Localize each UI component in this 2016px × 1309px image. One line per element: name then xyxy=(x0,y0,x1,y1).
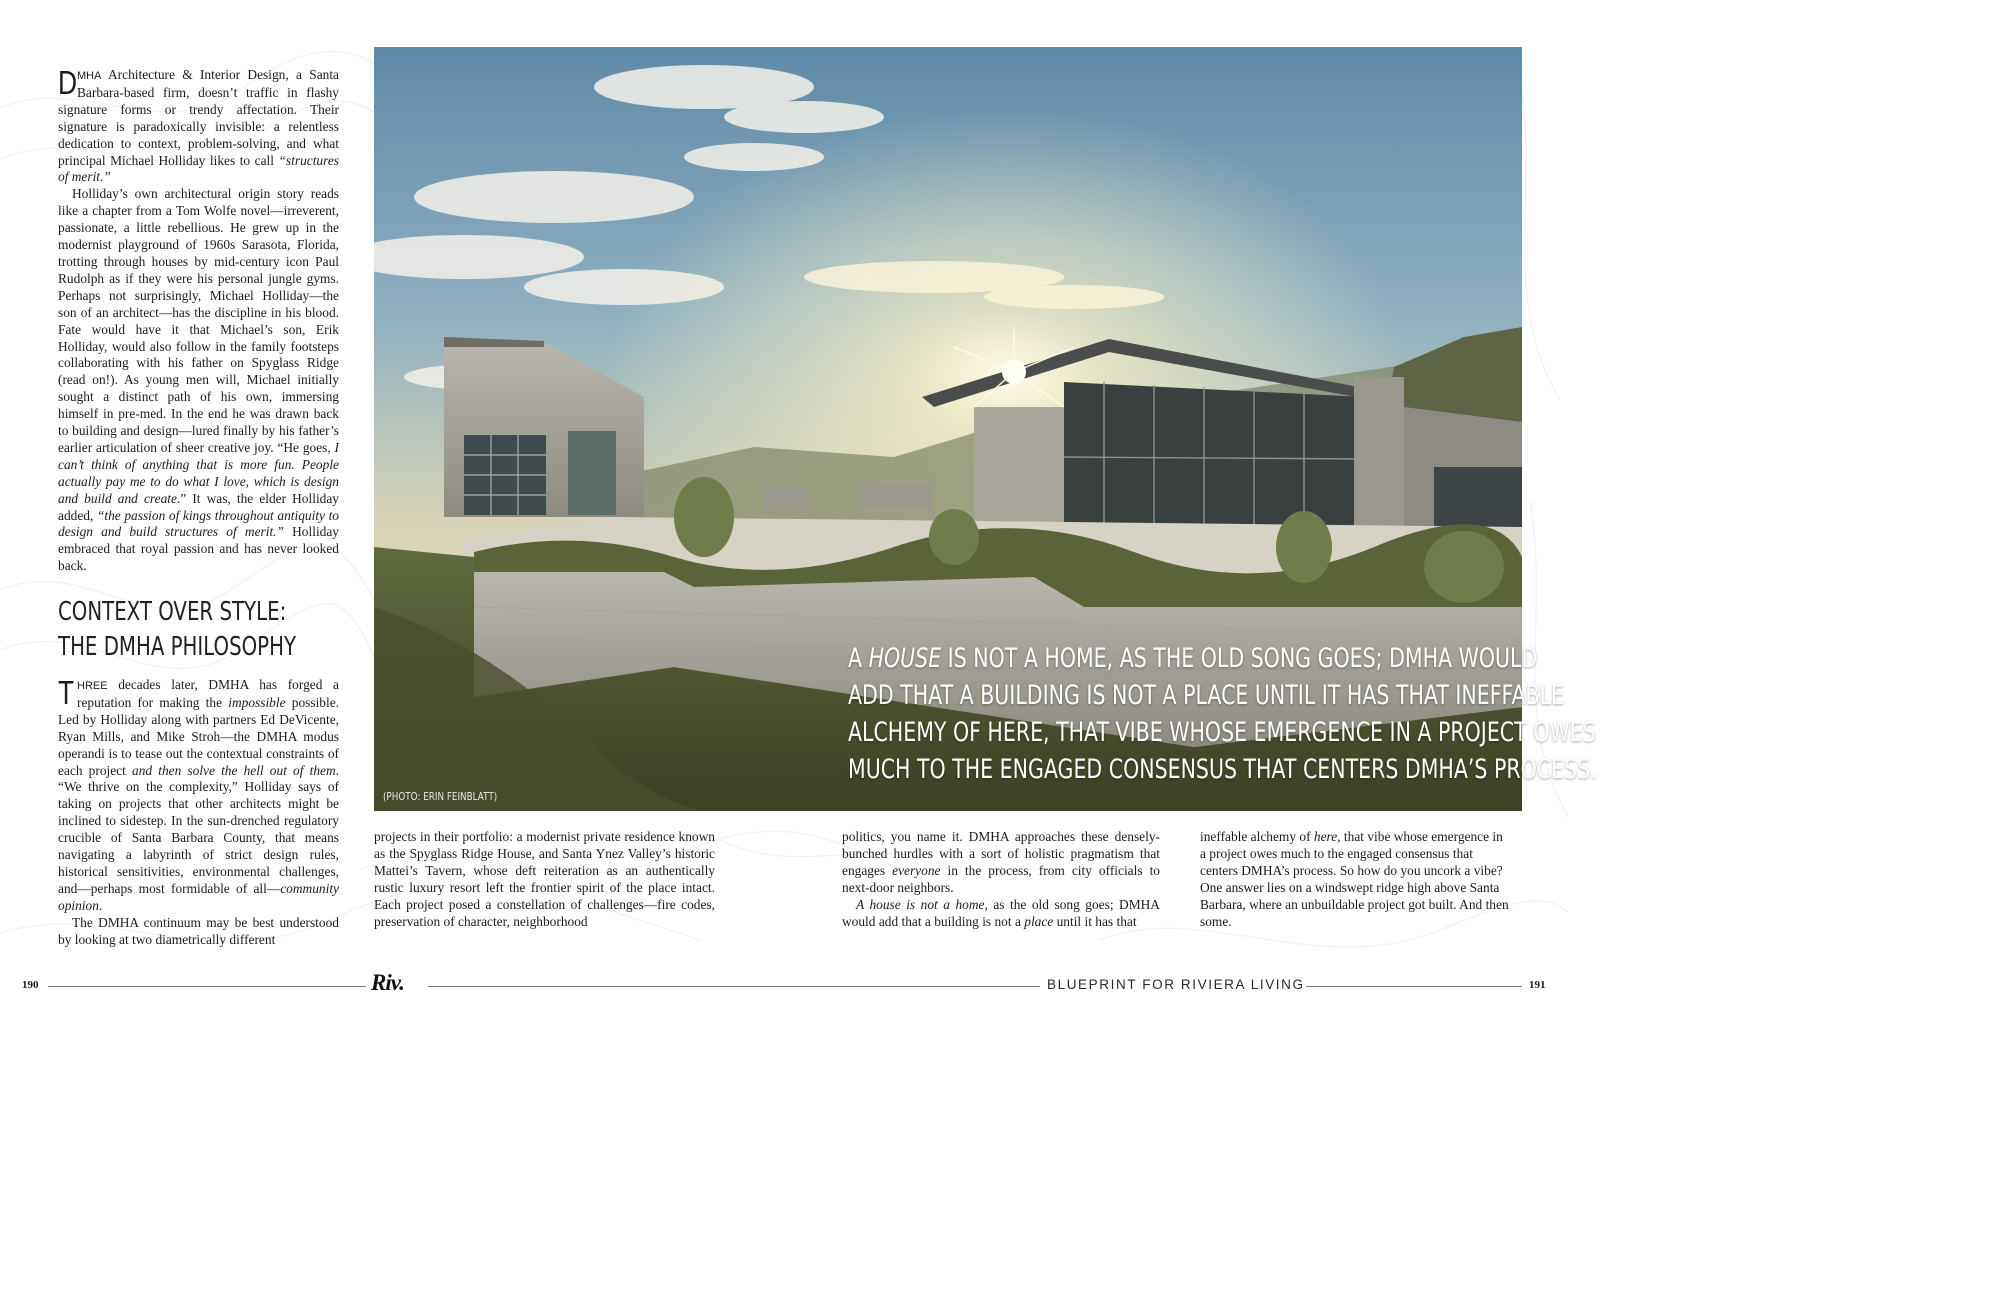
page-number-left: 190 xyxy=(22,979,39,991)
footer-tagline: BLUEPRINT FOR RIVIERA LIVING xyxy=(1047,977,1305,992)
body-column-5 xyxy=(1200,829,1512,930)
footer-rule-right xyxy=(1306,986,1522,987)
pull-quote-line: MUCH TO THE ENGAGED CONSENSUS THAT CENTERS DMHA’S PROCESS. xyxy=(848,754,1597,785)
pull-quote-line: ADD THAT A BUILDING IS NOT A PLACE UNTIL IT HAS THAT INEFFABLE xyxy=(848,680,1564,711)
body-paragraph: Holliday’s own architectural origin story reads like a chapter from a Tom Wolfe novel—irreverent, passionate, a little rebellious. He grew up in the modernist playground of 1960s Sarasota, Florida, trotting through houses by mid-century icon Paul Rudolph as if they were his personal jungle gyms. Perhaps not surprisingly, Michael Holliday—the son of an architect—has the discipline in his blood. Fate would have it that Michael’s son, Erik Holliday, would also follow in the family footsteps collaborating with his father on Spyglass Ridge (read on!). As young men will, Michael initially sought a distinct path of his own, immersing himself in pre-med. In the end he was drawn back to building and design—lured finally by his father’s earlier articulation of sheer creative joy. “He goes, I can’t think of anything that is more fun. People actually pay me to do what I love, which is design and build and create.” It was, the elder Holliday added, “the passion of kings throughout antiquity to design and build structures of merit.” Holliday embraced that royal passion and has never looked back. xyxy=(58,186,340,574)
body-column-2 xyxy=(58,674,339,949)
magazine-logo: Riv. xyxy=(371,970,404,995)
page-number-right: 191 xyxy=(1529,979,1546,991)
body-paragraph: A house is not a home, as the old song goes; DMHA would add that a building is not a place until it has that xyxy=(842,896,1160,929)
section-heading: CONTEXT OVER STYLE: THE DMHA PHILOSOPHY xyxy=(58,597,297,662)
body-column-3 xyxy=(374,829,715,930)
drop-cap: T xyxy=(58,674,75,711)
body-paragraph: ineffable alchemy of here, that vibe whose emergence in a project owes much to the engaged consensus that centers DMHA’s process. So how do you uncork a vibe? One answer lies on a windswept ridge high above Santa Barbara, where an unbuildable project got built. And then some. xyxy=(1200,829,1509,929)
drop-cap: D xyxy=(58,64,78,101)
body-column-4 xyxy=(842,829,1160,930)
pull-quote xyxy=(848,640,1597,788)
footer-rule-middle xyxy=(428,986,1040,987)
body-paragraph: The DMHA continuum may be best understood by looking at two diametrically different xyxy=(58,914,339,947)
photo-credit: (PHOTO: ERIN FEINBLATT) xyxy=(383,790,498,803)
body-paragraph: THREE decades later, DMHA has forged a reputation for making the impossible possible. Led by Holliday along with partners Ed DeVicente, Ryan Mills, and Mike Stroh—the DMHA modus operandi is to tease out the contextual constraints of each project and then solve the hell out of them. “We thrive on the complexity,” Holliday says of taking on projects that other architects might be inclined to sidestep. In the sun-drenched regulatory crucible of Santa Barbara County, that means navigating a labyrinth of strict design rules, historical sensitivities, environmental challenges, and—perhaps most formidable of all—community opinion. xyxy=(58,674,339,913)
body-column-1 xyxy=(58,64,340,575)
pull-quote-line: ALCHEMY OF HERE, THAT VIBE WHOSE EMERGENCE IN A PROJECT OWES xyxy=(848,717,1596,748)
pull-quote-line: A HOUSE IS NOT A HOME, AS THE OLD SONG GOES; DMHA WOULD xyxy=(848,643,1538,674)
body-paragraph: projects in their portfolio: a modernist private residence known as the Spyglass Ridge House, and Santa Ynez Valley’s historic Mattei’s Tavern, whose deft reiteration as an authentically rustic luxury resort left the frontier spirit of the place intact. Each project posed a constellation of challenges—fire codes, preservation of character, neighborhood xyxy=(374,829,715,929)
footer-rule-left xyxy=(48,986,366,987)
body-paragraph: politics, you name it. DMHA approaches these densely-bunched hurdles with a sort of holistic pragmatism that engages everyone in the process, from city officials to next-door neighbors. xyxy=(842,829,1160,895)
intro-paragraph: DMHA Architecture & Interior Design, a Santa Barbara-based firm, doesn’t traffic in flashy signature forms or trendy affectation. Their signature is paradoxically invisible: a relentless dedication to context, problem-solving, and what principal Michael Holliday likes to call “structures of merit.” xyxy=(58,64,339,185)
